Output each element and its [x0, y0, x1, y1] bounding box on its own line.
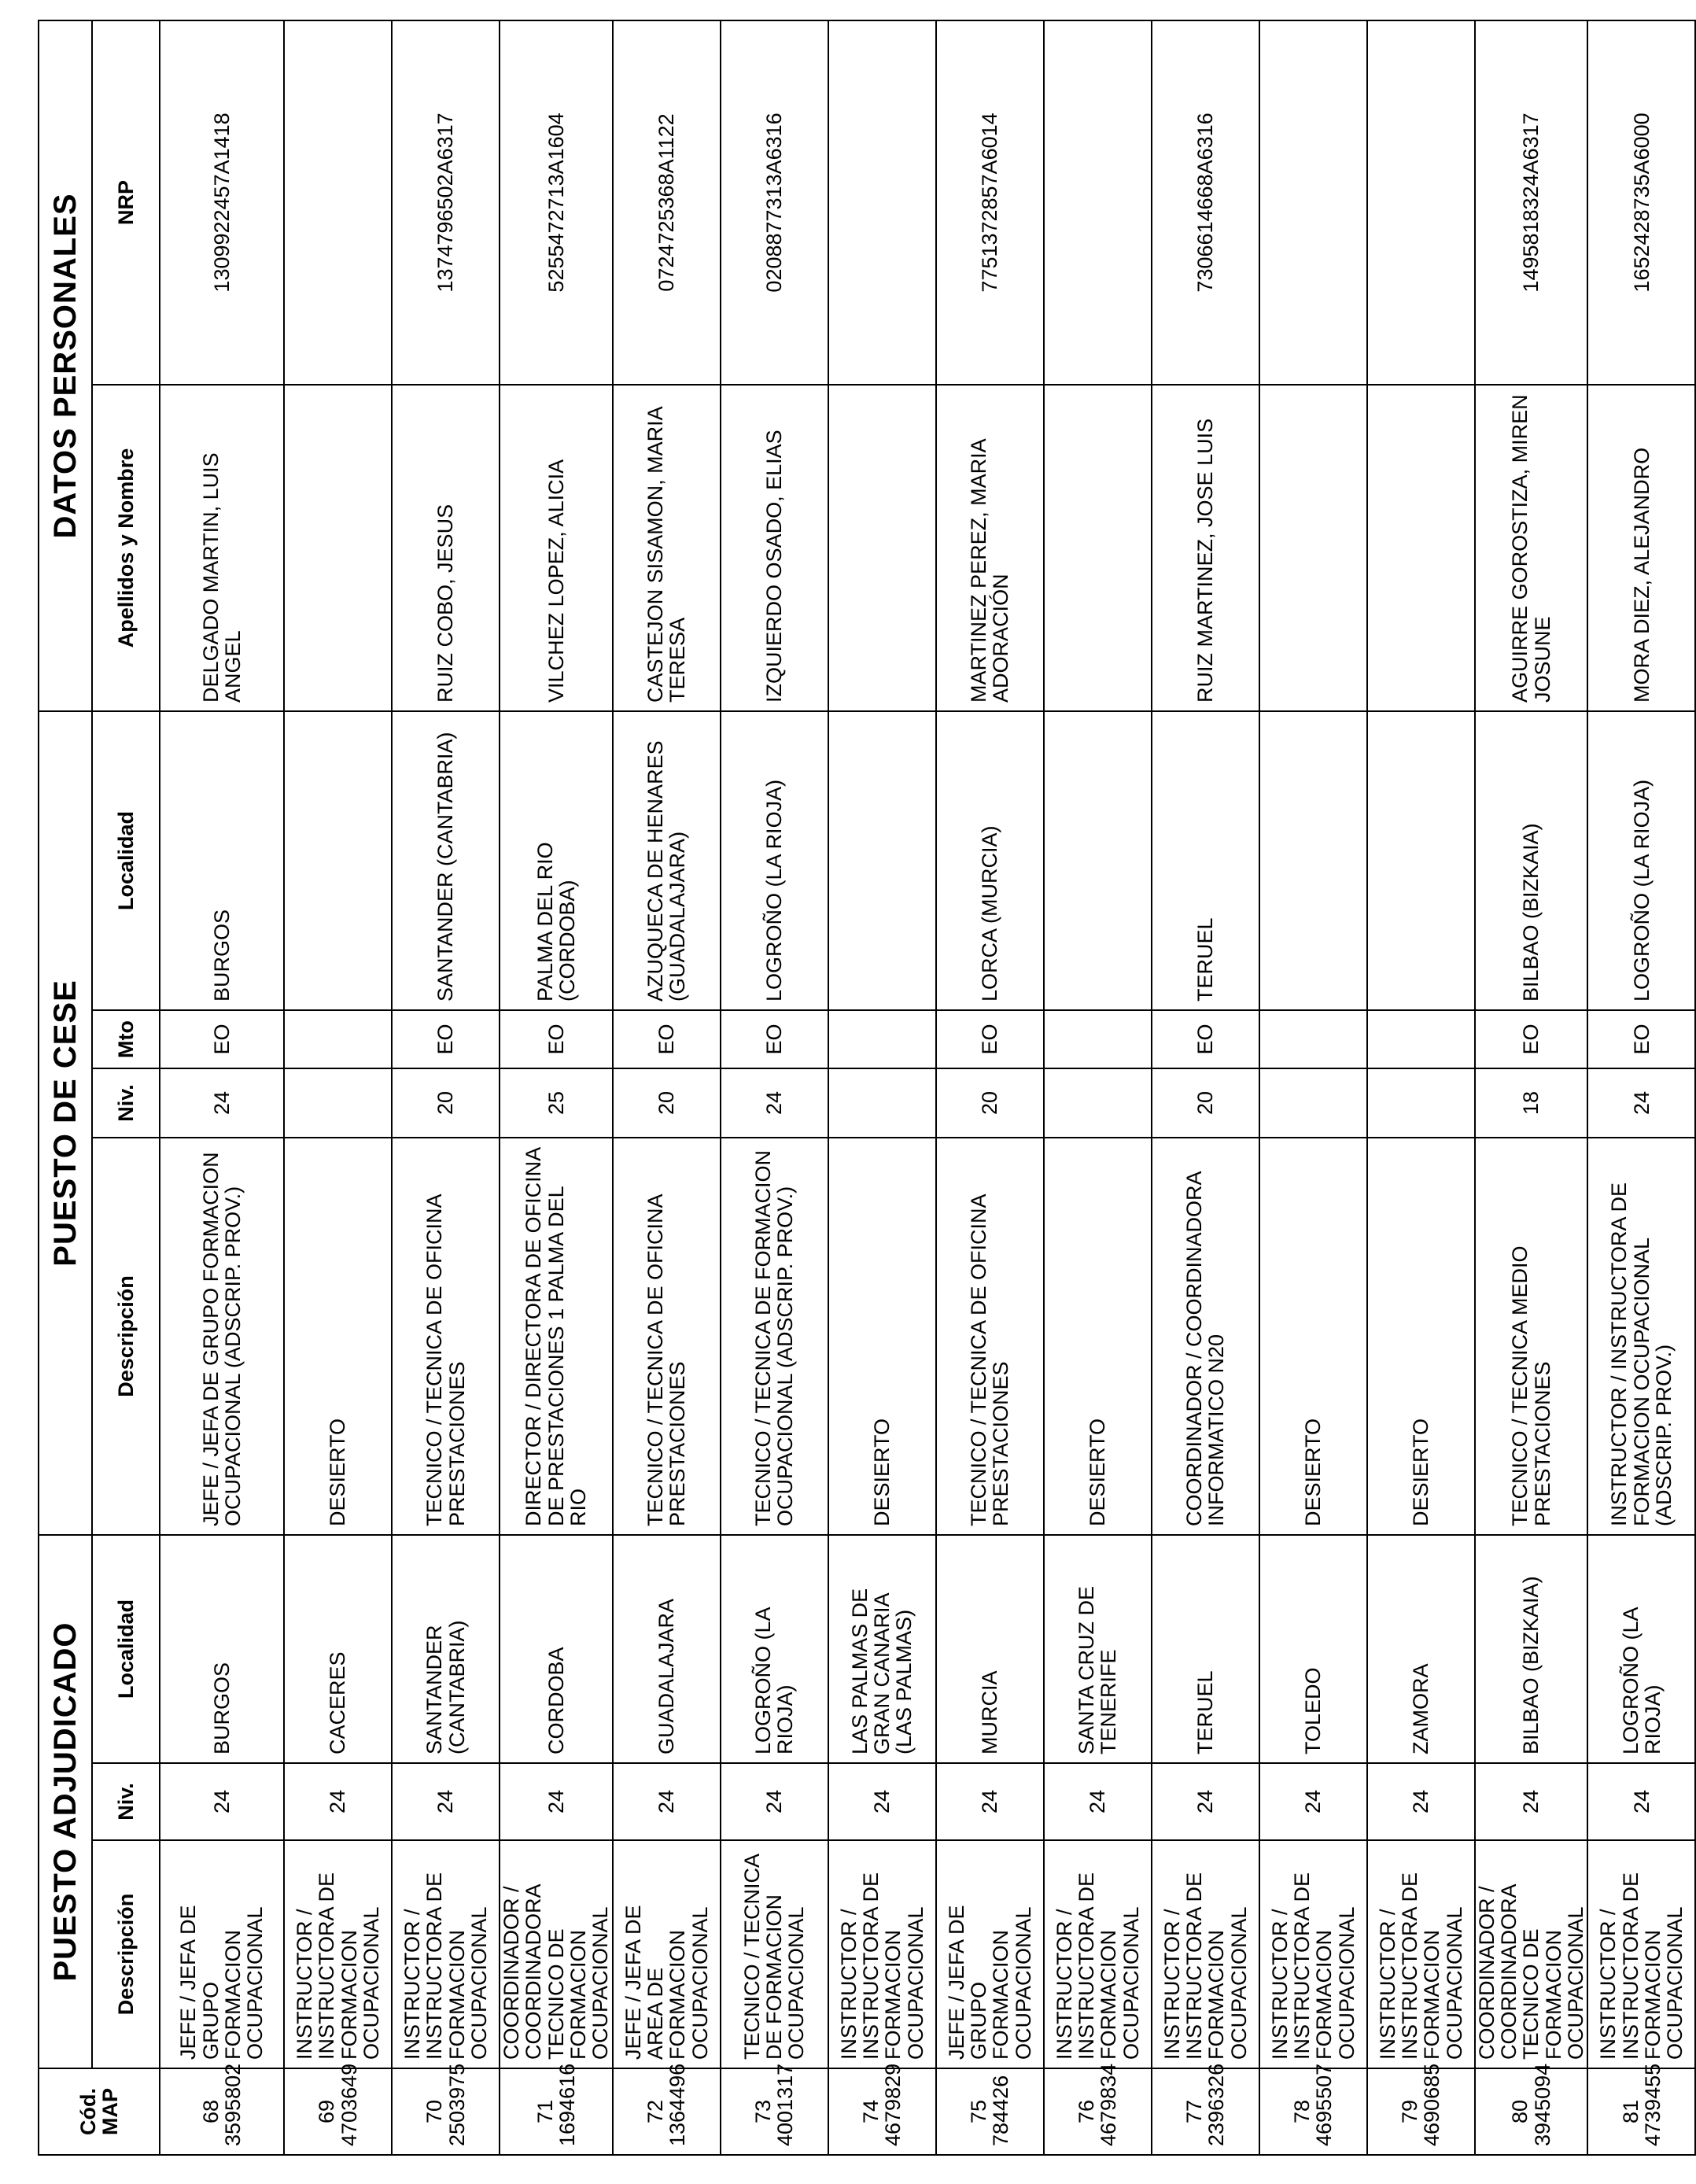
cese-mto: EO [1587, 1010, 1695, 1068]
cese-niv [1259, 1068, 1367, 1138]
row-number: 80 [1508, 2099, 1532, 2124]
cese-descripcion: TECNICO / TECNICA DE OFICINA PRESTACIONES [392, 1138, 500, 1535]
apellidos-nombre: CASTEJON SISAMON, MARIA TERESA [613, 385, 721, 711]
apellidos-nombre [1044, 385, 1152, 711]
cese-mto [1367, 1010, 1475, 1068]
cod-map-cell [1587, 2063, 1695, 2155]
adj-localidad: TOLEDO [1259, 1535, 1367, 1763]
adj-localidad: MURCIA [936, 1535, 1044, 1763]
nrp [1259, 20, 1367, 385]
cese-localidad: PALMA DEL RIO (CORDOBA) [500, 711, 613, 1010]
adj-descripcion: TECNICO / TECNICA DE FORMACION OCUPACIONAL [721, 1840, 828, 2068]
adj-niv: 24 [1152, 1763, 1259, 1840]
apellidos-nombre: RUIZ COBO, JESUS [392, 385, 500, 711]
header-codigo-map: Cód. MAP [39, 2068, 160, 2155]
cod-map-cell [160, 2063, 284, 2155]
row-number: 75 [966, 2099, 990, 2124]
adj-localidad: LOGROÑO (LA RIOJA) [1587, 1535, 1695, 1763]
adj-niv: 24 [392, 1763, 500, 1840]
cese-mto: EO [936, 1010, 1044, 1068]
row-number: 70 [422, 2099, 447, 2124]
cese-niv: 25 [500, 1068, 613, 1138]
nrp [284, 20, 392, 385]
nrp [1044, 20, 1152, 385]
table-row [392, 20, 500, 2155]
map-code: 3595802 [221, 2063, 245, 2146]
cod-map-cell [500, 2063, 613, 2155]
cese-descripcion: COORDINADOR / COORDINADORA INFORMATICO N20 [1152, 1138, 1259, 1535]
table-row [721, 20, 828, 2155]
nrp [1367, 20, 1475, 385]
cese-descripcion: INSTRUCTOR / INSTRUCTORA DE FORMACION OCUPACIONAL (ADSCRIP. PROV.) [1587, 1138, 1695, 1535]
cese-descripcion: DESIERTO [1259, 1138, 1367, 1535]
header-adj-localidad: Localidad [92, 1535, 160, 1763]
adj-localidad: GUADALAJARA [613, 1535, 721, 1763]
adj-niv: 24 [1259, 1763, 1367, 1840]
cese-localidad [1044, 711, 1152, 1010]
cese-descripcion: TECNICO / TECNICA DE OFICINA PRESTACIONES [613, 1138, 721, 1535]
cod-map-cell [828, 2063, 936, 2155]
table-row [1367, 20, 1475, 2155]
adj-localidad: TERUEL [1152, 1535, 1259, 1763]
cese-niv: 20 [613, 1068, 721, 1138]
cese-descripcion: DESIERTO [1367, 1138, 1475, 1535]
header-puesto-cese: PUESTO DE CESE [39, 711, 92, 1535]
cese-niv: 20 [1152, 1068, 1259, 1138]
row-number: 79 [1397, 2099, 1421, 2124]
row-number: 71 [533, 2099, 557, 2124]
nrp: 7751372857A6014 [936, 20, 1044, 385]
adj-localidad: LOGROÑO (LA RIOJA) [721, 1535, 828, 1763]
adj-niv: 24 [828, 1763, 936, 1840]
apellidos-nombre: DELGADO MARTIN, LUIS ANGEL [160, 385, 284, 711]
header-puesto-adjudicado: PUESTO ADJUDICADO [39, 1535, 92, 2068]
cese-niv [828, 1068, 936, 1138]
cese-localidad: BILBAO (BIZKAIA) [1475, 711, 1588, 1010]
adj-descripcion: INSTRUCTOR / INSTRUCTORA DE FORMACION OCUPACIONAL [1259, 1840, 1367, 2068]
adj-descripcion: INSTRUCTOR / INSTRUCTORA DE FORMACION OCUPACIONAL [1152, 1840, 1259, 2068]
cod-map-cell [1367, 2063, 1475, 2155]
cese-mto: EO [613, 1010, 721, 1068]
apellidos-nombre: IZQUIERDO OSADO, ELIAS [721, 385, 828, 711]
row-number: 73 [750, 2099, 775, 2124]
row-number: 78 [1289, 2099, 1314, 2124]
header-cese-localidad: Localidad [92, 711, 160, 1010]
cod-map-cell [1044, 2063, 1152, 2155]
table-row [1044, 20, 1152, 2155]
header-apellidos-nombre: Apellidos y Nombre [92, 385, 160, 711]
row-number: 77 [1182, 2099, 1206, 2124]
adj-descripcion: JEFE / JEFA DE GRUPO FORMACION OCUPACIONAL [160, 1840, 284, 2068]
cese-descripcion: TECNICO / TECNICA DE FORMACION OCUPACIONAL (ADSCRIP. PROV.) [721, 1138, 828, 1535]
adj-descripcion: COORDINADOR / COORDINADORA TECNICO DE FORMACION OCUPACIONAL [500, 1840, 613, 2068]
cod-map-cell [392, 2063, 500, 2155]
cese-niv: 24 [1587, 1068, 1695, 1138]
adj-localidad: CORDOBA [500, 1535, 613, 1763]
map-code: 784426 [989, 2075, 1013, 2146]
cod-map-cell [1152, 2063, 1259, 2155]
nrp [828, 20, 936, 385]
apellidos-nombre [284, 385, 392, 711]
cese-niv [1367, 1068, 1475, 1138]
cese-mto: EO [1475, 1010, 1588, 1068]
map-code: 4679834 [1097, 2063, 1121, 2146]
cese-descripcion: DESIERTO [1044, 1138, 1152, 1535]
map-code: 4679829 [881, 2063, 905, 2146]
cese-niv: 20 [392, 1068, 500, 1138]
cese-niv: 20 [936, 1068, 1044, 1138]
cese-mto [1259, 1010, 1367, 1068]
table-row [1152, 20, 1259, 2155]
adj-niv: 24 [284, 1763, 392, 1840]
cese-mto: EO [392, 1010, 500, 1068]
apellidos-nombre: RUIZ MARTINEZ, JOSE LUIS [1152, 385, 1259, 711]
adj-descripcion: INSTRUCTOR / INSTRUCTORA DE FORMACION OCUPACIONAL [284, 1840, 392, 2068]
nrp: 7306614668A6316 [1152, 20, 1259, 385]
table-row [284, 20, 392, 2155]
adj-niv: 24 [613, 1763, 721, 1840]
cese-descripcion: TECNICO / TECNICA MEDIO PRESTACIONES [1475, 1138, 1588, 1535]
header-cese-niv: Niv. [92, 1068, 160, 1138]
apellidos-nombre [1259, 385, 1367, 711]
cese-descripcion: DESIERTO [828, 1138, 936, 1535]
rotated-table-wrapper [38, 21, 1687, 2156]
adj-descripcion: INSTRUCTOR / INSTRUCTORA DE FORMACION OCUPACIONAL [1044, 1840, 1152, 2068]
nrp: 1374796502A6317 [392, 20, 500, 385]
row-number: 72 [643, 2099, 667, 2124]
nrp: 1309922457A1418 [160, 20, 284, 385]
header-adj-descripcion: Descripción [92, 1840, 160, 2068]
table-row [1587, 20, 1695, 2155]
adj-niv: 24 [1367, 1763, 1475, 1840]
adj-descripcion: INSTRUCTOR / INSTRUCTORA DE FORMACION OCUPACIONAL [1587, 1840, 1695, 2068]
cese-localidad: SANTANDER (CANTABRIA) [392, 711, 500, 1010]
row-number: 81 [1618, 2099, 1643, 2124]
cese-localidad: AZUQUECA DE HENARES (GUADALAJARA) [613, 711, 721, 1010]
cod-map-cell [936, 2068, 1044, 2155]
apellidos-nombre: MARTINEZ PEREZ, MARIA ADORACIÓN [936, 385, 1044, 711]
table-row [613, 20, 721, 2155]
header-adj-niv: Niv. [92, 1763, 160, 1840]
adj-descripcion: JEFE / JEFA DE AREA DE FORMACION OCUPACIONAL [613, 1840, 721, 2068]
cese-localidad: LORCA (MURCIA) [936, 711, 1044, 1010]
header-cese-mto: Mto [92, 1010, 160, 1068]
group-header-row [39, 20, 92, 2155]
nrp: 0208877313A6316 [721, 20, 828, 385]
header-nrp: NRP [92, 20, 160, 385]
table-row [936, 20, 1044, 2155]
adj-localidad: SANTANDER (CANTABRIA) [392, 1535, 500, 1763]
adj-localidad: BILBAO (BIZKAIA) [1475, 1535, 1588, 1763]
adj-localidad: SANTA CRUZ DE TENERIFE [1044, 1535, 1152, 1763]
cese-descripcion: DIRECTOR / DIRECTORA DE OFICINA DE PRESTACIONES 1 PALMA DEL RIO [500, 1138, 613, 1535]
adj-localidad: LAS PALMAS DE GRAN CANARIA (LAS PALMAS) [828, 1535, 936, 1763]
nrp: 5255472713A1604 [500, 20, 613, 385]
table-row [500, 20, 613, 2155]
cese-localidad: LOGROÑO (LA RIOJA) [721, 711, 828, 1010]
map-code: 4703649 [337, 2063, 361, 2146]
cod-map-cell [1259, 2063, 1367, 2155]
adj-niv: 24 [1044, 1763, 1152, 1840]
row-number: 68 [198, 2099, 223, 2124]
cese-localidad: BURGOS [160, 711, 284, 1010]
cese-localidad: LOGROÑO (LA RIOJA) [1587, 711, 1695, 1010]
cese-mto: EO [160, 1010, 284, 1068]
adj-descripcion: COORDINADOR / COORDINADORA TECNICO DE FORMACION OCUPACIONAL [1475, 1840, 1588, 2068]
row-number: 74 [858, 2099, 883, 2124]
row-number: 69 [315, 2099, 339, 2124]
map-code: 4001317 [773, 2063, 798, 2146]
table-row [828, 20, 936, 2155]
cese-niv: 24 [721, 1068, 828, 1138]
apellidos-nombre [828, 385, 936, 711]
map-code: 4695507 [1312, 2063, 1337, 2146]
cese-mto [284, 1010, 392, 1068]
adj-descripcion: INSTRUCTOR / INSTRUCTORA DE FORMACION OCUPACIONAL [1367, 1840, 1475, 2068]
adj-niv: 24 [721, 1763, 828, 1840]
row-number: 76 [1074, 2099, 1098, 2124]
cod-map-cell [613, 2063, 721, 2155]
cese-mto [1044, 1010, 1152, 1068]
map-code: 1364496 [665, 2063, 690, 2146]
cod-map-cell [1475, 2063, 1588, 2155]
apellidos-nombre: AGUIRRE GOROSTIZA, MIREN JOSUNE [1475, 385, 1588, 711]
nrp: 1652428735A6000 [1587, 20, 1695, 385]
adj-niv: 24 [936, 1763, 1044, 1840]
adj-niv: 24 [1475, 1763, 1588, 1840]
cod-map-cell [721, 2063, 828, 2155]
nrp: 0724725368A1122 [613, 20, 721, 385]
header-datos-personales: DATOS PERSONALES [39, 20, 92, 711]
nrp: 1495818324A6317 [1475, 20, 1588, 385]
cese-mto [828, 1010, 936, 1068]
cese-mto: EO [721, 1010, 828, 1068]
map-code: 3945094 [1530, 2063, 1554, 2146]
table-row [1475, 20, 1588, 2155]
cese-niv: 24 [160, 1068, 284, 1138]
adj-localidad: BURGOS [160, 1535, 284, 1763]
adj-descripcion: INSTRUCTOR / INSTRUCTORA DE FORMACION OCUPACIONAL [392, 1840, 500, 2068]
map-code: 1694616 [555, 2063, 579, 2146]
map-code: 2396326 [1204, 2063, 1229, 2146]
cese-localidad [1367, 711, 1475, 1010]
adj-localidad: ZAMORA [1367, 1535, 1475, 1763]
map-code: 4690685 [1420, 2063, 1444, 2146]
adj-descripcion: JEFE / JEFA DE GRUPO FORMACION OCUPACIONAL [936, 1840, 1044, 2068]
cese-descripcion: TECNICO / TECNICA DE OFICINA PRESTACIONES [936, 1138, 1044, 1535]
cese-niv [1044, 1068, 1152, 1138]
cese-niv [284, 1068, 392, 1138]
adj-niv: 24 [500, 1763, 613, 1840]
column-header-row [92, 20, 160, 2155]
cese-descripcion: DESIERTO [284, 1138, 392, 1535]
header-cese-descripcion: Descripción [92, 1138, 160, 1535]
adj-descripcion: INSTRUCTOR / INSTRUCTORA DE FORMACION OCUPACIONAL [828, 1840, 936, 2068]
cese-localidad: TERUEL [1152, 711, 1259, 1010]
cese-mto: EO [500, 1010, 613, 1068]
cese-localidad [1259, 711, 1367, 1010]
cese-localidad [828, 711, 936, 1010]
cese-localidad [284, 711, 392, 1010]
map-code: 4739455 [1640, 2063, 1665, 2146]
cese-niv: 18 [1475, 1068, 1588, 1138]
map-code: 2503975 [444, 2063, 469, 2146]
table-row [160, 20, 284, 2155]
cod-map-cell [284, 2063, 392, 2155]
adj-niv: 24 [1587, 1763, 1695, 1840]
adj-niv: 24 [160, 1763, 284, 1840]
adj-localidad: CACERES [284, 1535, 392, 1763]
assignment-table [38, 20, 1696, 2156]
apellidos-nombre [1367, 385, 1475, 711]
apellidos-nombre: MORA DIEZ, ALEJANDRO [1587, 385, 1695, 711]
apellidos-nombre: VILCHEZ LOPEZ, ALICIA [500, 385, 613, 711]
table-row [1259, 20, 1367, 2155]
cese-descripcion: JEFE / JEFA DE GRUPO FORMACION OCUPACIONAL (ADSCRIP. PROV.) [160, 1138, 284, 1535]
cese-mto: EO [1152, 1010, 1259, 1068]
